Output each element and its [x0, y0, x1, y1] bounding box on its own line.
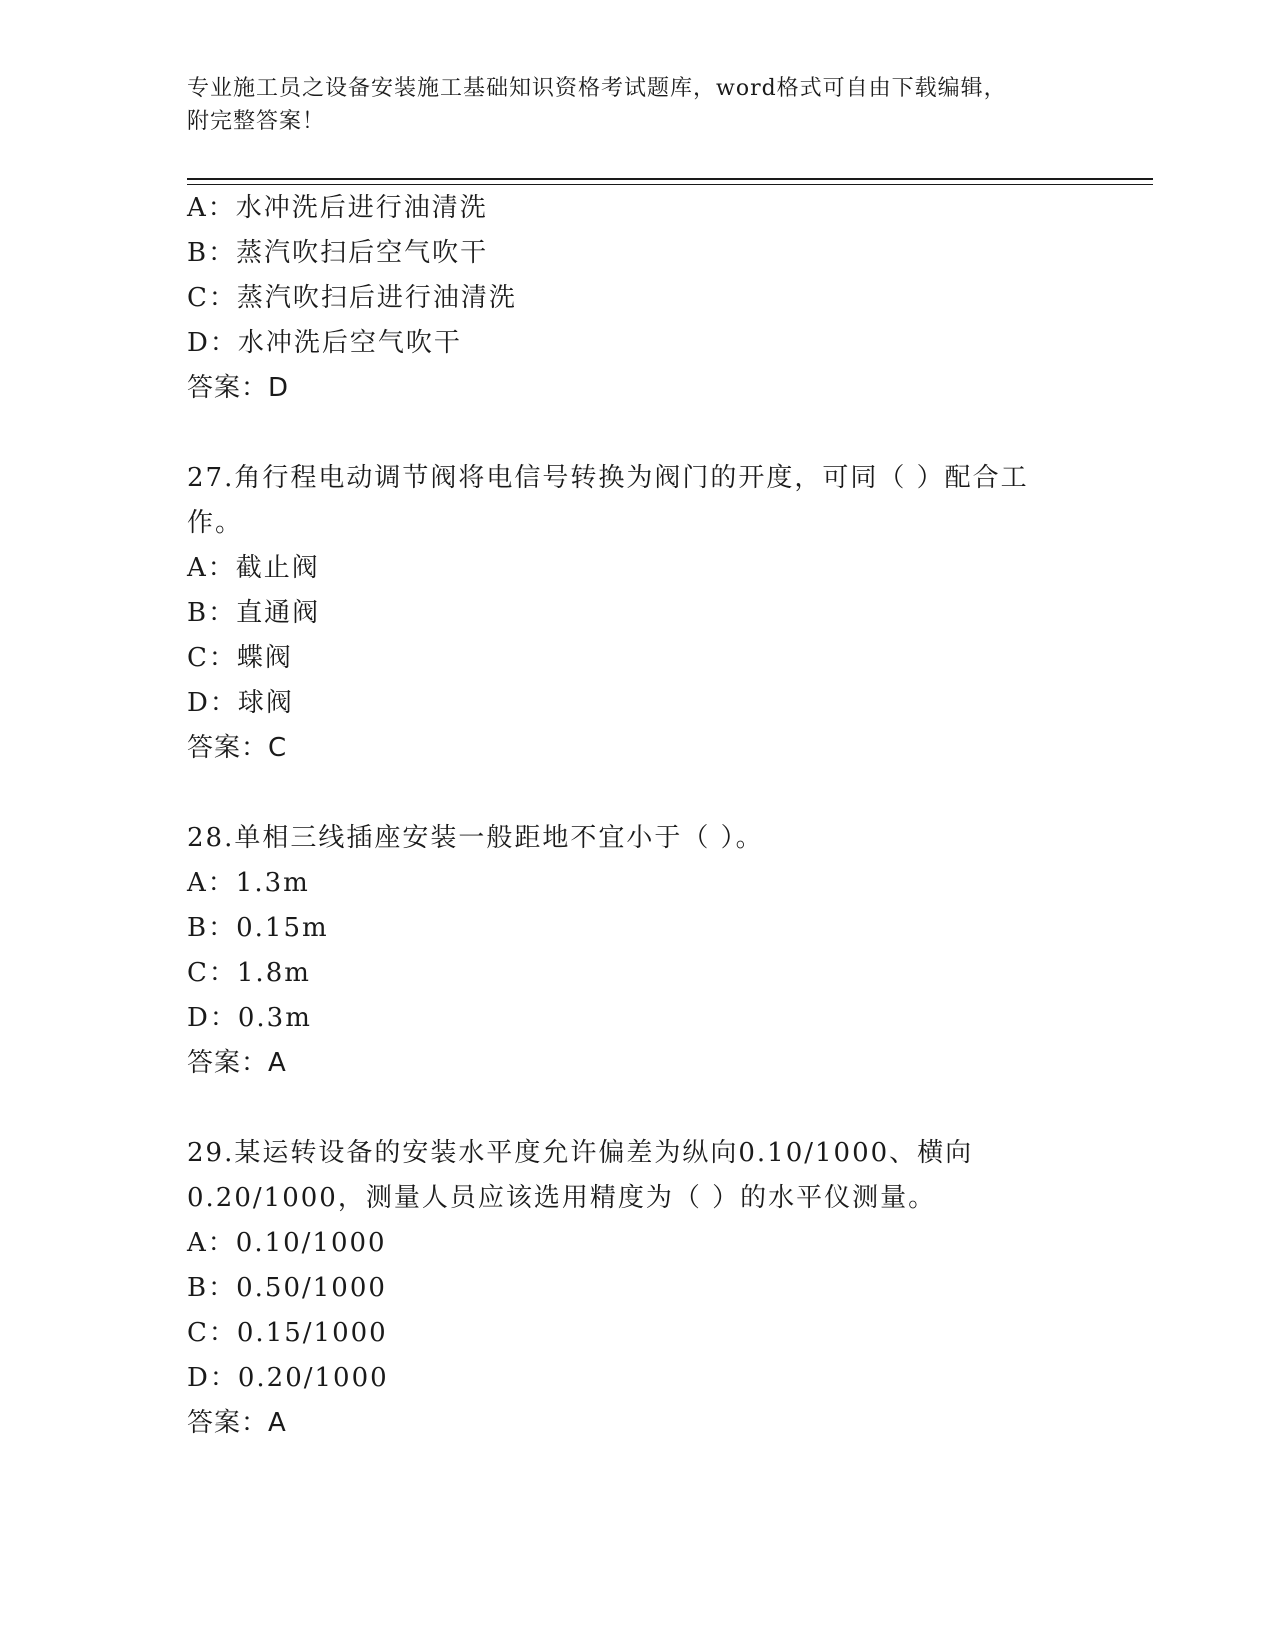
option-d: D：0.20/1000 — [187, 1363, 389, 1393]
answer-line: 答案：C — [187, 733, 288, 763]
option-a: A：水冲洗后进行油清洗 — [187, 193, 488, 223]
header-line-2: 附完整答案！ — [187, 109, 326, 134]
answer-line: 答案：D — [187, 373, 290, 403]
option-a: A：截止阀 — [187, 553, 320, 583]
answer-line: 答案：A — [187, 1408, 287, 1438]
option-b: B：蒸汽吹扫后空气吹干 — [187, 238, 489, 268]
question-27-stem: 27.角行程电动调节阀将电信号转换为阀门的开度，可同（ ）配合工 — [187, 463, 1029, 493]
header-divider-thin — [187, 184, 1153, 185]
question-28-stem: 28.单相三线插座安装一般距地不宜小于（ ）。 — [187, 823, 764, 853]
option-b: B：0.15m — [187, 913, 329, 943]
option-d: D：0.3m — [187, 1003, 312, 1033]
option-a: A：1.3m — [187, 868, 310, 898]
option-c: C：蝶阀 — [187, 643, 293, 673]
option-b: B：0.50/1000 — [187, 1273, 387, 1303]
answer-line: 答案：A — [187, 1048, 287, 1078]
option-a: A：0.10/1000 — [187, 1228, 387, 1258]
option-d: D：球阀 — [187, 688, 294, 718]
option-c: C：蒸汽吹扫后进行油清洗 — [187, 283, 517, 313]
header-line-1: 专业施工员之设备安装施工基础知识资格考试题库，word格式可自由下载编辑， — [187, 76, 1007, 101]
question-29-stem: 29.某运转设备的安装水平度允许偏差为纵向0.10/1000、横向 — [187, 1138, 974, 1168]
option-c: C：1.8m — [187, 958, 311, 988]
document-header — [187, 72, 1087, 138]
question-27-stem-cont: 作。 — [187, 508, 244, 538]
option-c: C：0.15/1000 — [187, 1318, 388, 1348]
header-divider — [187, 178, 1153, 180]
option-d: D：水冲洗后空气吹干 — [187, 328, 462, 358]
question-29-stem-cont: 0.20/1000，测量人员应该选用精度为（ ）的水平仪测量。 — [187, 1183, 937, 1213]
option-b: B：直通阀 — [187, 598, 321, 628]
